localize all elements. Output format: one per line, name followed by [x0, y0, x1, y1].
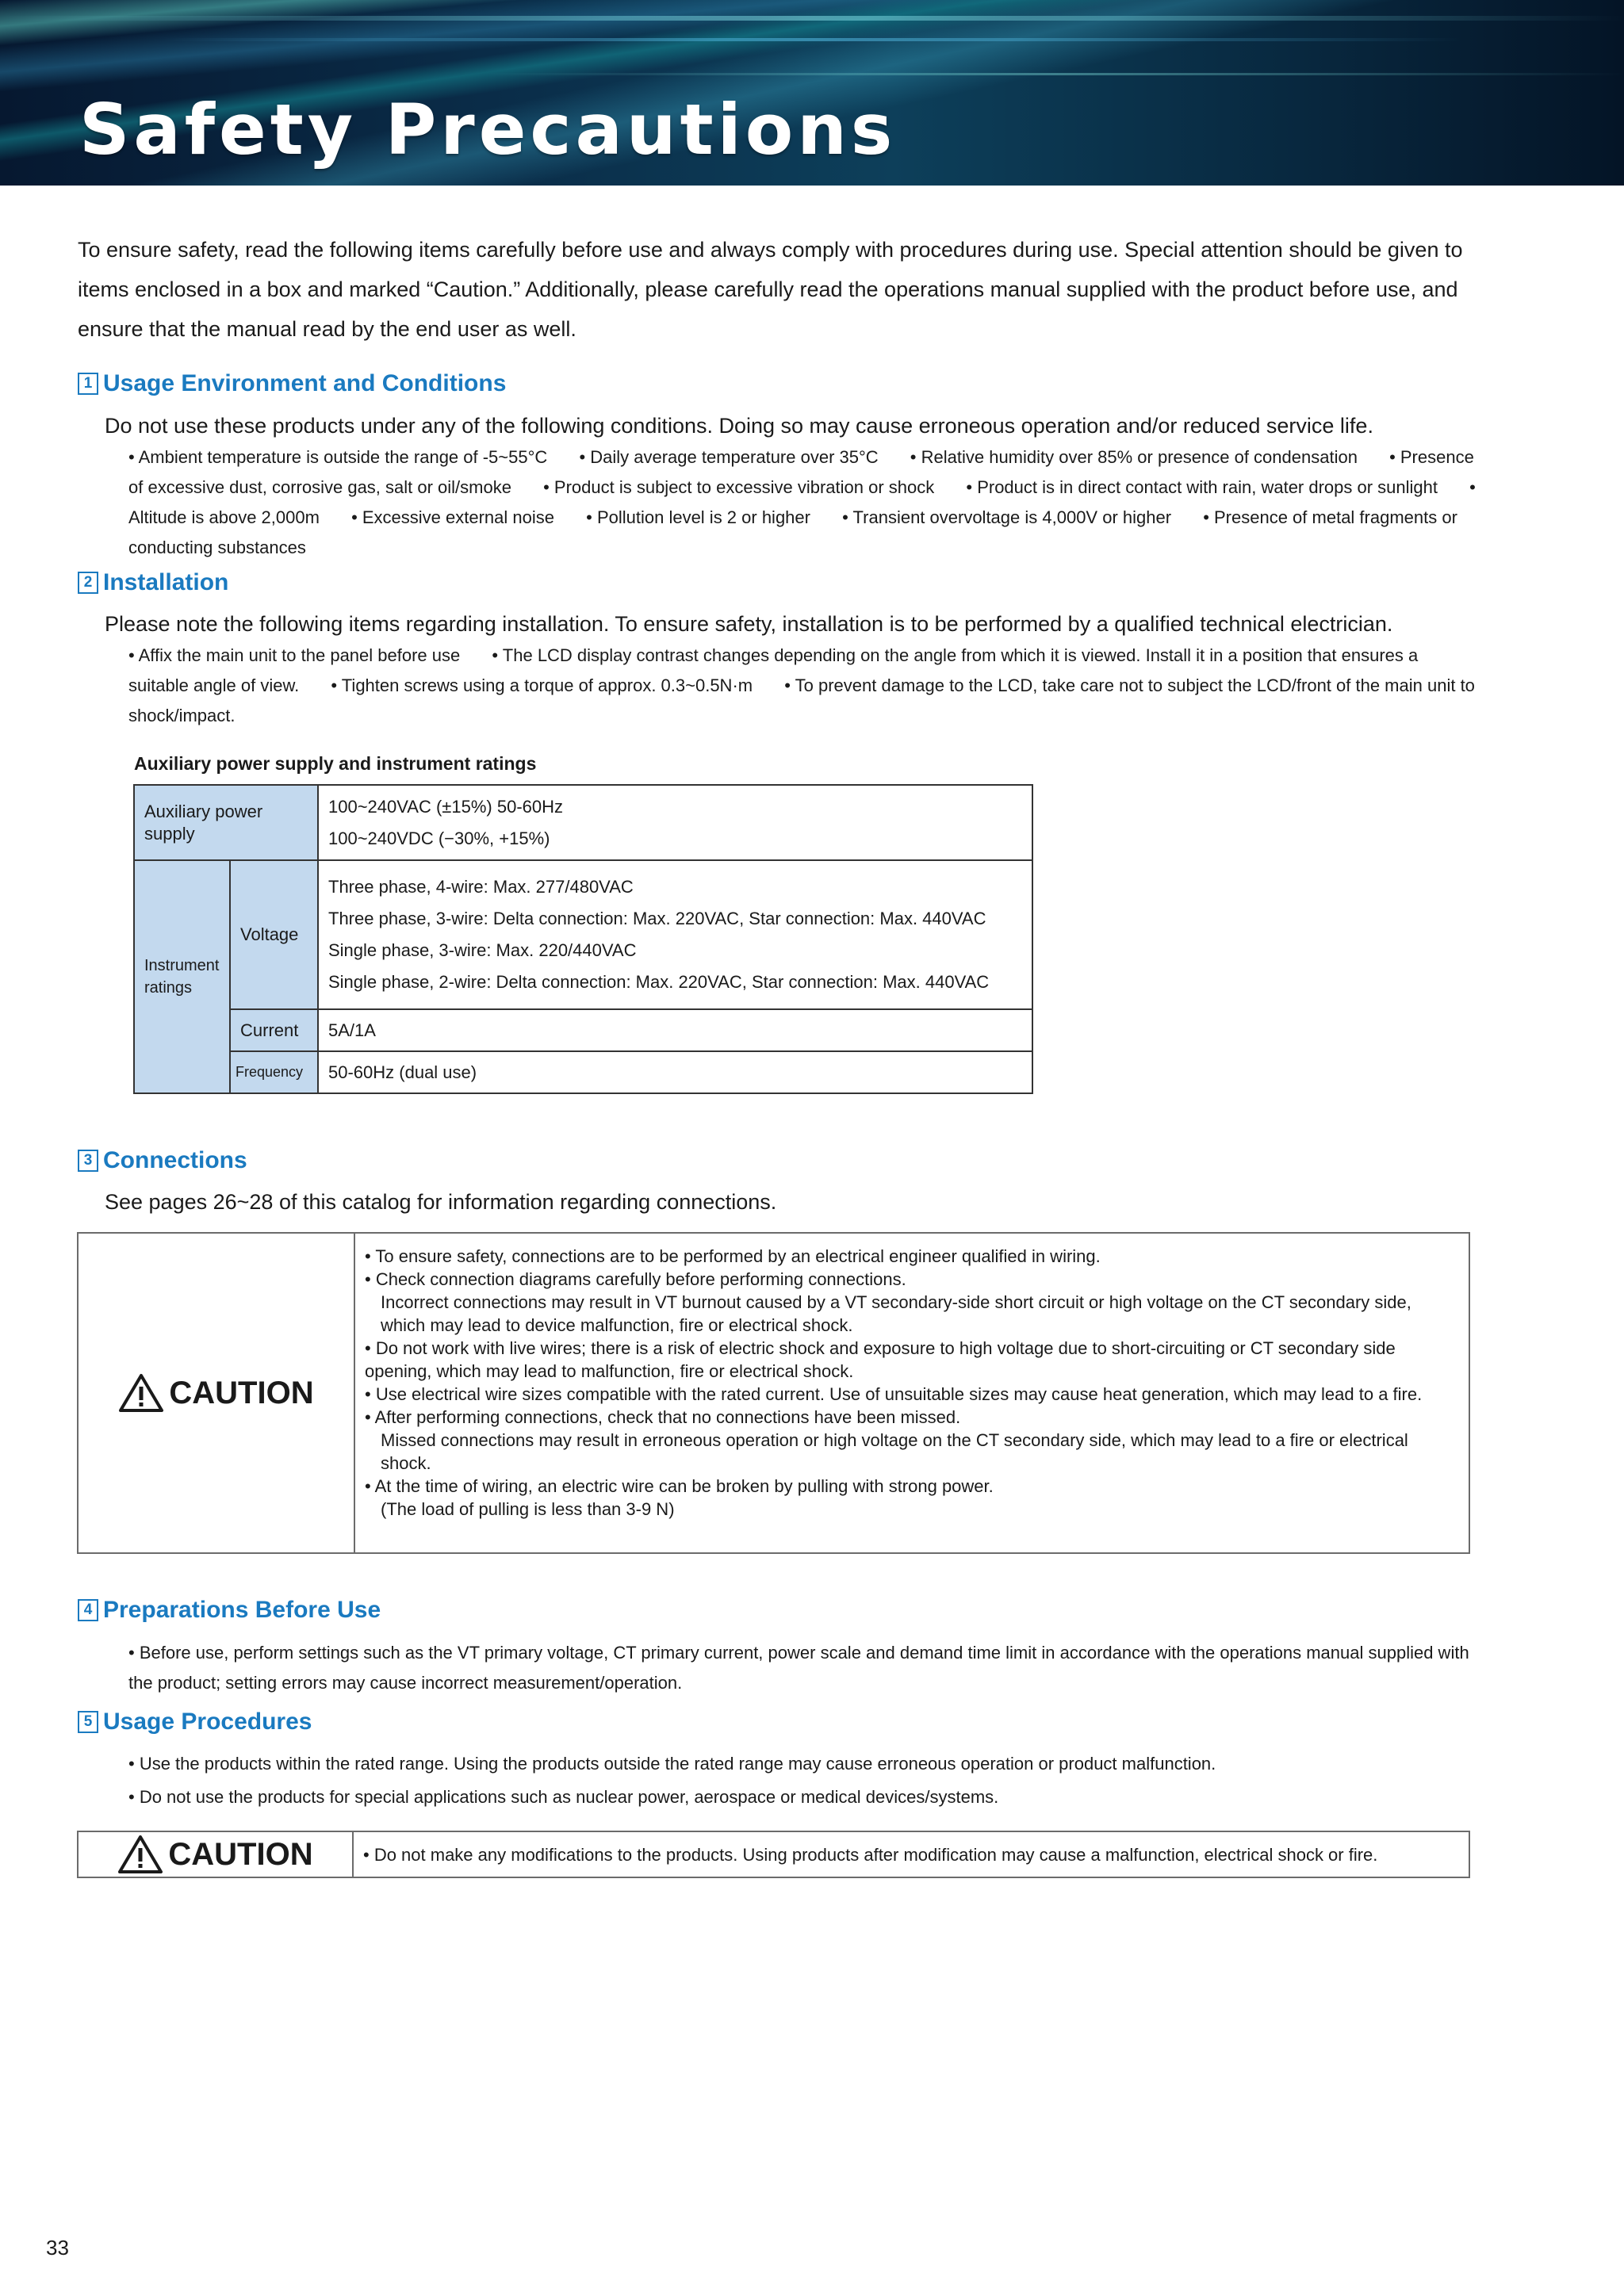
page-title: Safety Precautions	[79, 89, 897, 170]
list-item: • Altitude is above 2,000m	[128, 477, 1476, 527]
list-item: • Transient overvoltage is 4,000V or higher	[842, 507, 1172, 527]
caution-text-label: CAUTION	[168, 1836, 313, 1872]
section-heading-preparations	[78, 1597, 381, 1624]
list-item: • Do not use the products for special applications such as nuclear power, aerospace or medical devices/systems.	[128, 1787, 999, 1807]
section-title: Usage Procedures	[103, 1709, 312, 1735]
caution-text-label: CAUTION	[169, 1375, 314, 1410]
caution-label	[79, 1832, 354, 1877]
caution-list	[354, 1832, 1469, 1877]
table-cell: Three phase, 4-wire: Max. 277/480VAC	[328, 877, 634, 897]
warning-icon	[118, 1373, 164, 1413]
ratings-table-title: Auxiliary power supply and instrument ratings	[134, 753, 537, 774]
list-item: • Before use, perform settings such as the VT primary voltage, CT primary current, power scale and demand time limit in accordance with the operations manual supplied with the product; setting errors may cause incorrect measurement/operation.	[128, 1643, 1469, 1693]
section-lead: Please note the following items regarding installation. To ensure safety, installation is to be performed by a qualified technical electrician.	[105, 612, 1393, 636]
section-title: Installation	[103, 569, 229, 595]
section-title: Connections	[103, 1147, 247, 1173]
current-label: Current	[230, 1009, 318, 1051]
list-item: • Daily average temperature over 35°C	[579, 447, 879, 467]
section-lead: See pages 26~28 of this catalog for information regarding connections.	[105, 1190, 777, 1214]
warning-icon	[117, 1835, 163, 1874]
section-title: Usage Environment and Conditions	[103, 370, 507, 396]
condition-list	[128, 442, 1477, 563]
section-number: 2	[78, 572, 98, 594]
voltage-label: Voltage	[230, 860, 318, 1009]
list-item: • After performing connections, check that no connections have been missed.	[365, 1407, 961, 1427]
caution-label	[79, 1234, 355, 1552]
section-heading-installation	[78, 569, 228, 596]
list-item: • Do not work with live wires; there is a risk of electric shock and exposure to high voltage due to short-circuiting or CT secondary side opening, which may lead to malfunction, fire or electrical shock.	[365, 1338, 1396, 1381]
section-heading-connections	[78, 1147, 247, 1174]
list-item: • The LCD display contrast changes depending on the angle from which it is viewed. Install it in a position that ensures a suitable angle of view.	[128, 645, 1419, 695]
list-item: • Product is subject to excessive vibration or shock	[543, 477, 935, 497]
list-item: • Ambient temperature is outside the range of -5~55°C	[128, 447, 548, 467]
list-item: • To prevent damage to the LCD, take care not to subject the LCD/front of the main unit to shock/impact.	[128, 675, 1475, 725]
caution-box-connections	[77, 1232, 1470, 1554]
list-item: • To ensure safety, connections are to be performed by an electrical engineer qualified in wiring.	[365, 1246, 1101, 1266]
list-item: • Use electrical wire sizes compatible with the rated current. Use of unsuitable sizes may cause heat generation, which may lead to a fire.	[365, 1384, 1423, 1404]
caution-list	[355, 1234, 1469, 1552]
current-value: 5A/1A	[318, 1009, 1032, 1051]
section-title: Preparations Before Use	[103, 1597, 381, 1623]
installation-list	[128, 641, 1477, 731]
table-cell: Single phase, 3-wire: Max. 220/440VAC	[328, 940, 637, 960]
table-cell: 100~240VAC (±15%) 50-60Hz	[328, 796, 564, 817]
page-number: 33	[46, 2236, 69, 2260]
table-cell: 100~240VDC (−30%, +15%)	[328, 828, 550, 848]
list-item: • Affix the main unit to the panel before use	[128, 645, 461, 665]
page-header-banner	[0, 0, 1624, 186]
list-item: • Product is in direct contact with rain, water drops or sunlight	[966, 477, 1438, 497]
list-item: • Presence of metal fragments or conducting substances	[128, 507, 1457, 557]
table-cell: Single phase, 2-wire: Delta connection: Max. 220VAC, Star connection: Max. 440VAC	[328, 972, 990, 992]
intro-paragraph: To ensure safety, read the following items carefully before use and always comply with procedures during use. Special attention should be given to items enclosed in a box and marked “Caution.” Additionally, please carefully read the operations manual supplied with the product before use, and ensure that the manual read by the end user as well.	[78, 238, 1463, 341]
section-number: 4	[78, 1599, 98, 1621]
list-item: • Pollution level is 2 or higher	[586, 507, 810, 527]
list-item: • Relative humidity over 85% or presence of condensation	[910, 447, 1358, 467]
list-item-detail: Missed connections may result in erroneous operation or high voltage on the CT secondary side, which may lead to a fire or electrical shock.	[381, 1430, 1408, 1473]
voltage-values	[318, 860, 1032, 1009]
list-item-detail: Incorrect connections may result in VT burnout caused by a VT secondary-side short circuit or high voltage on the CT secondary side, which may lead to device malfunction, fire or electrical shock.	[381, 1292, 1411, 1335]
instrument-ratings-label: Instrument ratings	[134, 860, 230, 1093]
frequency-label: Frequency	[230, 1051, 318, 1093]
list-item: • Tighten screws using a torque of approx. 0.3~0.5N·m	[331, 675, 753, 695]
list-item: • Check connection diagrams carefully before performing connections.	[365, 1269, 906, 1289]
ratings-table	[133, 784, 1033, 1094]
frequency-value: 50-60Hz (dual use)	[318, 1051, 1032, 1093]
list-item: • Do not make any modifications to the products. Using products after modification may cause a malfunction, electrical shock or fire.	[363, 1844, 1378, 1865]
section-number: 5	[78, 1711, 98, 1733]
section-lead: Do not use these products under any of the following conditions. Doing so may cause erroneous operation and/or reduced service life.	[105, 414, 1373, 438]
section-heading-usage-procedures	[78, 1709, 312, 1735]
list-item-detail: (The load of pulling is less than 3-9 N)	[381, 1499, 675, 1519]
aux-power-label: Auxiliary power supply	[134, 785, 318, 860]
list-item: • Use the products within the rated range. Using the products outside the rated range may cause erroneous operation or product malfunction.	[128, 1754, 1216, 1774]
list-item: • Excessive external noise	[351, 507, 554, 527]
list-item: • Presence of excessive dust, corrosive gas, salt or oil/smoke	[128, 447, 1474, 497]
section-heading-usage-environment	[78, 370, 506, 397]
table-cell: Three phase, 3-wire: Delta connection: Max. 220VAC, Star connection: Max. 440VAC	[328, 909, 986, 928]
list-item: • At the time of wiring, an electric wire can be broken by pulling with strong power.	[365, 1476, 994, 1496]
aux-power-values	[318, 785, 1032, 860]
section-number: 1	[78, 373, 98, 395]
caution-box-modifications	[77, 1831, 1470, 1878]
section-number: 3	[78, 1150, 98, 1172]
